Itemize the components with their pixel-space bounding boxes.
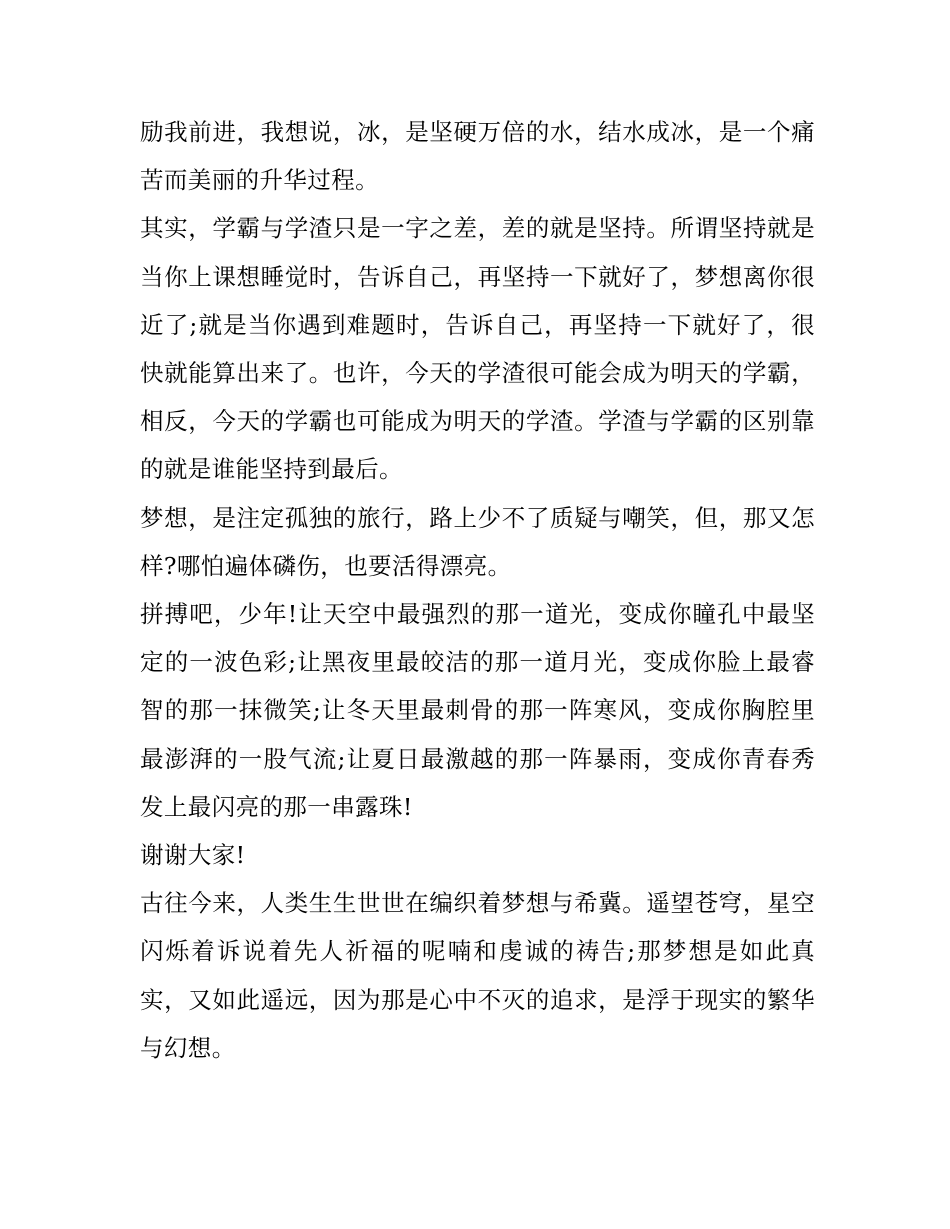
paragraph-6: 古往今来，人类生生世世在编织着梦想与希冀。遥望苍穹，星空闪烁着诉说着先人祈福的呢喃和虔诚的祷告;那梦想是如此真实，又如此遥远，因为那是心中不灭的追求，是浮于现实的繁华与幻想。 [140,889,815,1062]
paragraph-2: 其实，学霸与学渣只是一字之差，差的就是坚持。所谓坚持就是当你上课想睡觉时，告诉自己，再坚持一下就好了，梦想离你很近了;就是当你遇到难题时，告诉自己，再坚持一下就好了，很快就能算出来了。也许，今天的学渣很可能会成为明天的学霸，相反，今天的学霸也可能成为明天的学渣。学渣与学霸的区别靠的就是谁能坚持到最后。 [140,214,815,484]
paragraph-1: 励我前进，我想说，冰，是坚硬万倍的水，结水成冰，是一个痛苦而美丽的升华过程。 [140,118,815,195]
paragraph-4: 拼搏吧，少年!让天空中最强烈的那一道光，变成你瞳孔中最坚定的一波色彩;让黑夜里最皎洁的那一道月光，变成你脸上最睿智的那一抹微笑;让冬天里最刺骨的那一阵寒风，变成你胸腔里最澎湃的一股气流;让夏日最激越的那一阵暴雨，变成你青春秀发上最闪亮的那一串露珠! [140,600,815,821]
paragraph-5: 谢谢大家! [140,841,246,870]
document-body [140,108,815,1072]
paragraph-3: 梦想，是注定孤独的旅行，路上少不了质疑与嘲笑，但，那又怎样?哪怕遍体磷伤，也要活得漂亮。 [140,503,815,580]
